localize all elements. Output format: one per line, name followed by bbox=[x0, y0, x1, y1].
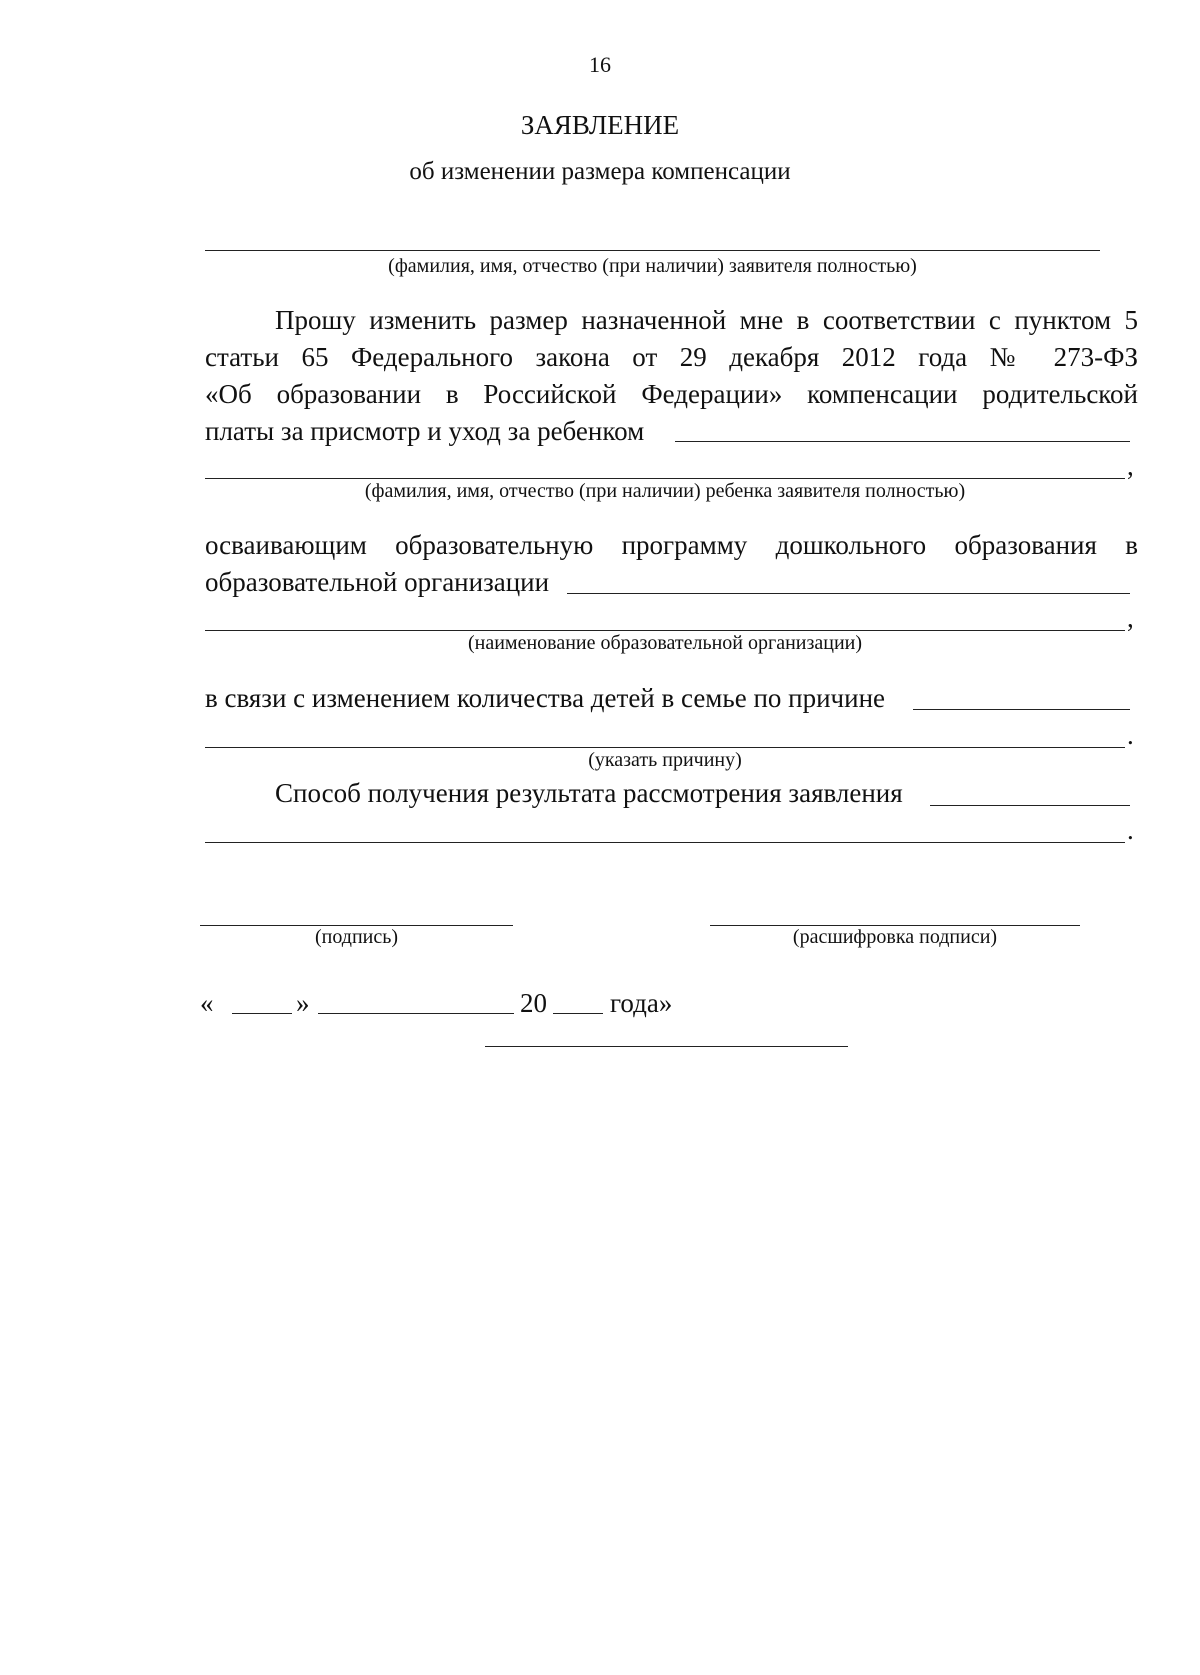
child-name-field-1[interactable] bbox=[675, 441, 1130, 442]
organization-field-1[interactable] bbox=[567, 593, 1130, 594]
signature-caption: (подпись) bbox=[314, 926, 399, 948]
date-year-prefix: 20 bbox=[520, 988, 547, 1018]
signature-decoding-caption: (расшифровка подписи) bbox=[792, 926, 998, 948]
date-year-suffix: года» bbox=[610, 988, 673, 1018]
result-method-text: Способ получения результата рассмотрения заявления bbox=[275, 778, 903, 808]
result-method-field-2[interactable] bbox=[205, 842, 1125, 843]
request-line-4: платы за присмотр и уход за ребенком bbox=[205, 416, 645, 446]
program-line-1: осваивающим образовательную программу дошкольного образования в bbox=[205, 530, 1138, 560]
closing-separator bbox=[485, 1046, 848, 1047]
organization-field-2[interactable] bbox=[205, 630, 1125, 631]
request-line-3: «Об образовании в Российской Федерации» компенсации родительской bbox=[205, 379, 1138, 409]
period-mark: . bbox=[1127, 720, 1134, 750]
reason-caption: (указать причину) bbox=[588, 749, 742, 771]
child-name-field-2[interactable] bbox=[205, 478, 1125, 479]
comma-mark: , bbox=[1127, 603, 1134, 633]
date-month-field[interactable] bbox=[318, 1013, 514, 1014]
document-title: ЗАЯВЛЕНИЕ bbox=[520, 110, 680, 140]
period-mark: . bbox=[1127, 815, 1134, 845]
date-close-quote: » bbox=[296, 988, 310, 1018]
reason-field-2[interactable] bbox=[205, 747, 1125, 748]
date-year-field[interactable] bbox=[553, 1013, 603, 1014]
child-caption: (фамилия, имя, отчество (при наличии) ребенка заявителя полностью) bbox=[364, 480, 966, 502]
organization-caption: (наименование образовательной организации) bbox=[467, 632, 863, 654]
result-method-field-1[interactable] bbox=[930, 805, 1130, 806]
program-line-2: образовательной организации bbox=[205, 567, 550, 597]
applicant-name-field[interactable] bbox=[205, 250, 1100, 251]
date-day-field[interactable] bbox=[232, 1013, 292, 1014]
request-line-1: Прошу изменить размер назначенной мне в соответствии с пунктом 5 bbox=[275, 305, 1138, 335]
date-open-quote: « bbox=[200, 988, 214, 1018]
applicant-caption: (фамилия, имя, отчество (при наличии) заявителя полностью) bbox=[388, 255, 917, 277]
document-subtitle: об изменении размера компенсации bbox=[409, 158, 791, 185]
comma-mark: , bbox=[1127, 451, 1134, 481]
reason-field-1[interactable] bbox=[913, 709, 1130, 710]
page-number: 16 bbox=[589, 52, 611, 77]
request-line-2: статьи 65 Федерального закона от 29 декабря 2012 года № 273-ФЗ bbox=[205, 342, 1138, 372]
reason-text: в связи с изменением количества детей в семье по причине bbox=[205, 683, 885, 713]
